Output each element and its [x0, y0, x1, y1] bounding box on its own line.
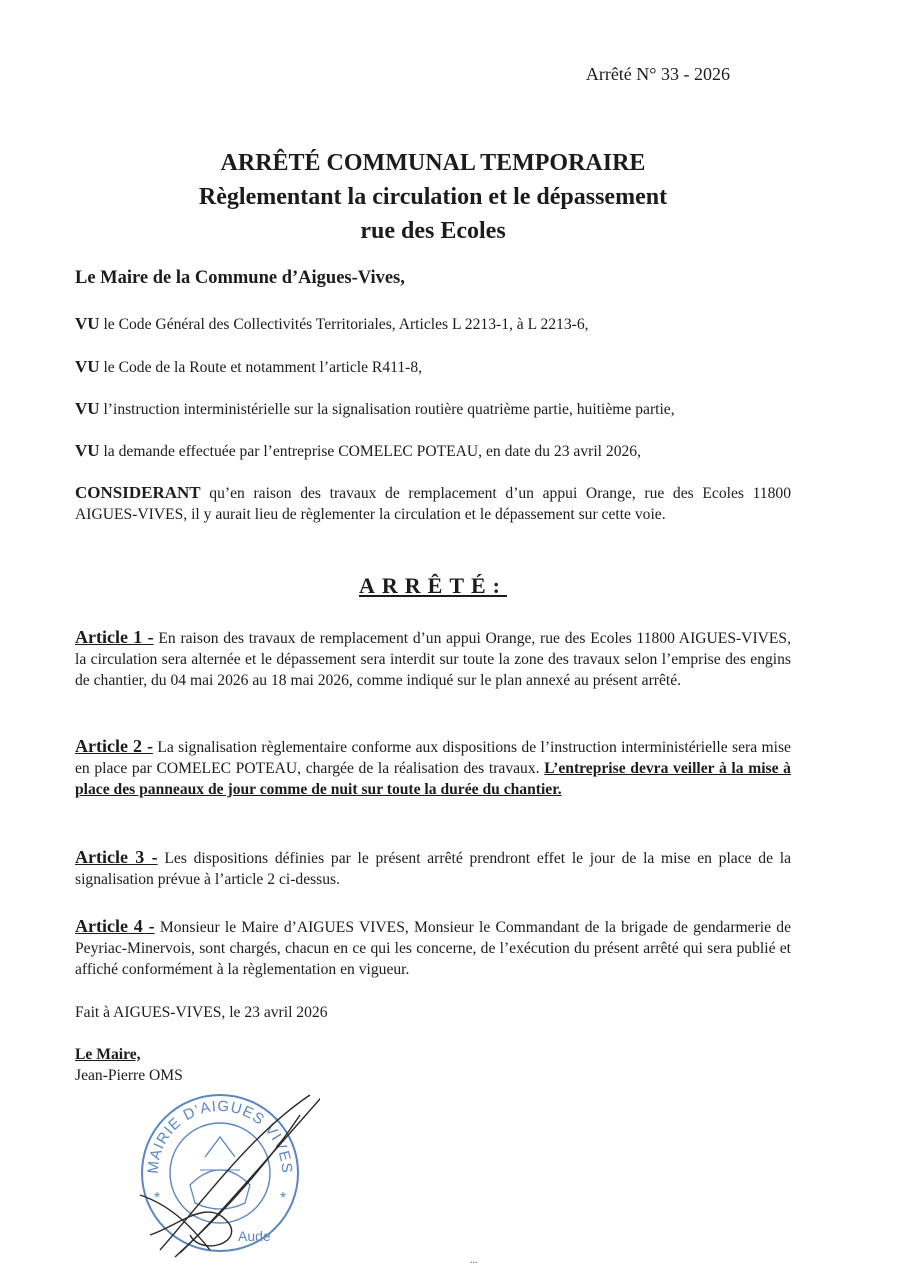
- article-3: [75, 847, 791, 890]
- vu-paragraph-1: [75, 313, 791, 335]
- article-4: [75, 916, 791, 980]
- article-label: Article 3 -: [75, 847, 158, 867]
- title-line-1: ARRÊTÉ COMMUNAL TEMPORAIRE: [220, 150, 646, 176]
- vu-text: le Code de la Route et notamment l’article R411-8,: [99, 359, 423, 376]
- footer-mark: ...: [470, 1255, 478, 1266]
- signature-name: Jean-Pierre OMS: [75, 1067, 183, 1084]
- document-title: [0, 146, 866, 248]
- considerant-paragraph: [75, 482, 791, 525]
- vu-label: VU: [75, 441, 100, 460]
- considerant-label: CONSIDERANT: [75, 483, 201, 502]
- vu-label: VU: [75, 357, 100, 376]
- title-line-3: rue des Ecoles: [360, 218, 506, 244]
- vu-label: VU: [75, 399, 100, 418]
- article-label: Article 4 -: [75, 916, 155, 936]
- seal-sub-text: Aude: [238, 1228, 271, 1244]
- vu-label: VU: [75, 314, 100, 333]
- svg-text:*: *: [280, 1190, 287, 1207]
- seal-circular-text: MAIRIE D’AIGUES VIVES: [144, 1097, 296, 1175]
- article-2: [75, 736, 791, 800]
- vu-text: le Code Général des Collectivités Territoriales, Articles L 2213-1, à L 2213-6,: [99, 316, 589, 333]
- mairie-seal-stamp: [120, 1075, 320, 1265]
- svg-text:*: *: [154, 1190, 161, 1207]
- article-label: Article 1 -: [75, 627, 154, 647]
- vu-text: l’instruction interministérielle sur la signalisation routière quatrième partie, huitième partie,: [99, 401, 675, 418]
- article-emphasis: L’entreprise devra veiller à la mise à place des panneaux de jour comme de nuit sur toute la durée du chantier.: [75, 760, 791, 798]
- article-text: Monsieur le Maire d’AIGUES VIVES, Monsieur le Commandant de la brigade de gendarmerie de Peyriac-Minervois, sont chargés, chacun en ce qui les concerne, de l’exécution du présent arrêté qui sera publié et affiché conformément à la règlementation en vigueur.: [75, 919, 791, 978]
- fait-line: Fait à AIGUES-VIVES, le 23 avril 2026: [75, 1004, 328, 1021]
- considerant-text: qu’en raison des travaux de remplacement d’un appui Orange, rue des Ecoles 11800 AIGUES-VIVES, il y aurait lieu de règlementer la circulation et le dépassement sur cette voie.: [75, 485, 791, 523]
- vu-paragraph-2: [75, 356, 791, 378]
- arrete-heading: [0, 573, 866, 599]
- mayor-intro: Le Maire de la Commune d’Aigues-Vives,: [75, 268, 405, 288]
- article-label: Article 2 -: [75, 736, 153, 756]
- vu-text: la demande effectuée par l’entreprise COMELEC POTEAU, en date du 23 avril 2026,: [99, 443, 641, 460]
- article-text: En raison des travaux de remplacement d’un appui Orange, rue des Ecoles 11800 AIGUES-VIVES, la circulation sera alternée et le dépassement sera interdit sur toute la zone des travaux selon l’emprise des engins de chantier, du 04 mai 2026 au 18 mai 2026, comme indiqué sur le plan annexé au présent arrêté.: [75, 630, 791, 689]
- article-1: [75, 627, 791, 691]
- signature-label: Le Maire,: [75, 1046, 141, 1063]
- arrete-heading-text: ARRÊTÉ:: [358, 573, 507, 598]
- vu-paragraph-4: [75, 440, 791, 462]
- arrete-reference: Arrêté N° 33 - 2026: [585, 64, 730, 84]
- article-text: La signalisation règlementaire conforme aux dispositions de l’instruction interministérielle sera mise en place par COMELEC POTEAU, chargée de la réalisation des travaux.: [75, 739, 791, 777]
- seal-outer-ring: [142, 1095, 298, 1251]
- article-text: Les dispositions définies par le présent arrêté prendront effet le jour de la mise en place de la signalisation prévue à l’article 2 ci-dessus.: [75, 850, 791, 888]
- title-line-2: Règlementant la circulation et le dépassement: [198, 184, 668, 210]
- vu-paragraph-3: [75, 398, 791, 420]
